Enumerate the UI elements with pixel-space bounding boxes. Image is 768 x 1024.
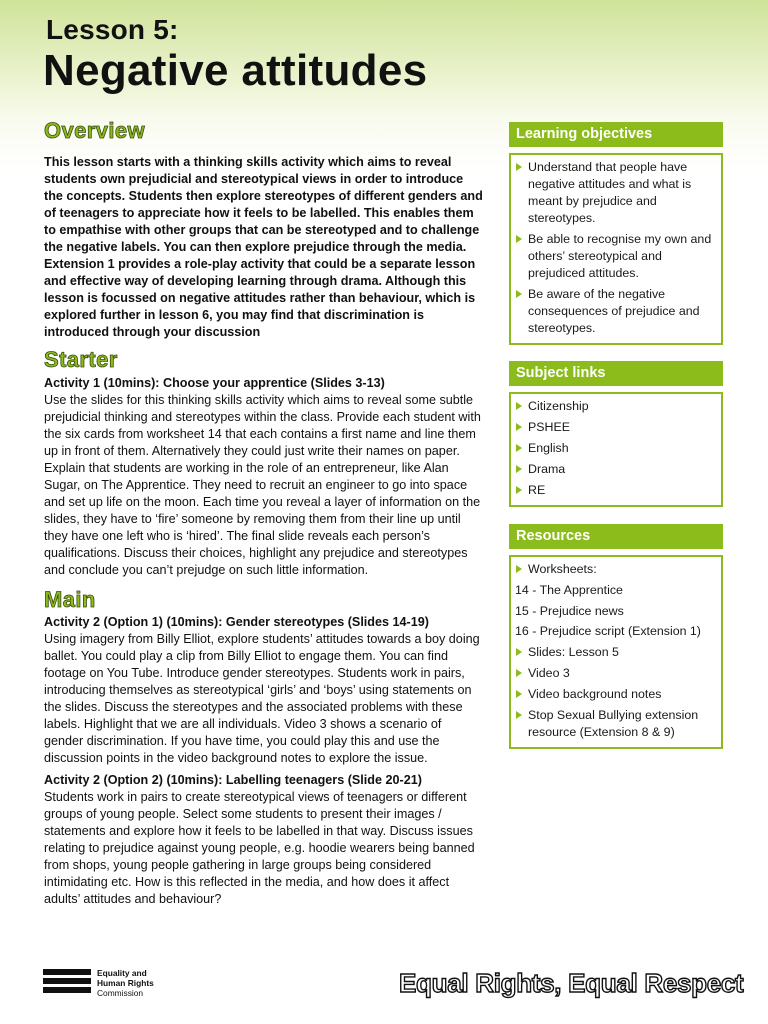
objectives-panel: [509, 122, 723, 345]
overview-text: This lesson starts with a thinking skills activity which aims to reveal students own prejudicial and stereotypical views in order to introduce the concepts. Students then explore stereotypes of different genders and of teenagers to appreciate how it feels to be labelled. This enables them to empathise with other groups that can be stereotyped and to challenge the negative labels. You can then explore prejudice through the media. Extension 1 provides a role-play activity that could be a separate lesson and effective way of developing learning through drama. Although this lesson is focussed on negative attitudes rather than behaviour, which is explored further in lesson 6, you may find that discrimination is introduced through your discussion: [44, 155, 483, 339]
objectives-heading: Learning objectives: [509, 122, 723, 147]
lesson-number: Lesson 5:: [46, 14, 179, 45]
resources-box: [509, 555, 723, 749]
bullet-triangle-icon: [516, 444, 522, 452]
list-item: [515, 461, 717, 478]
page-title: Negative attitudes: [43, 46, 428, 95]
main-column: [44, 118, 484, 908]
bullet-triangle-icon: [516, 423, 522, 431]
list-item: [515, 686, 717, 703]
list-item: [515, 665, 717, 682]
list-item: [515, 603, 717, 620]
starter-activity-title: Activity 1 (10mins): Choose your apprentice (Slides 3-13): [44, 376, 385, 390]
main-activity2-title: Activity 2 (Option 2) (10mins): Labelling teenagers (Slide 20-21): [44, 773, 422, 787]
bullet-triangle-icon: [516, 486, 522, 494]
subjects-heading: Subject links: [509, 361, 723, 386]
resources-heading: Resources: [509, 524, 723, 549]
main-activity2-text: Students work in pairs to create stereotypical views of teenagers or different groups of young people. Select some students to present their images / statements and explore how it feels to be labelled in that way. Discuss issues relating to prejudice against young people, e.g. hoodie wearers being banned from shops, young people gathering in large groups being considered intimidating etc. How is this reflected in the media, and how does it affect adults’ attitudes and behaviour?: [44, 790, 475, 906]
list-item: [515, 582, 717, 599]
resource-text: 14 - The Apprentice: [515, 583, 623, 597]
sidebar: [509, 122, 723, 749]
bullet-triangle-icon: [516, 163, 522, 171]
bullet-triangle-icon: [516, 711, 522, 719]
main-activity1-text: Using imagery from Billy Elliot, explore students’ attitudes towards a boy doing ballet. You could play a clip from Billy Elliot to engage them. You can find footage on You Tube. Introduce gender stereotypes. Students work in pairs, introducing themselves as stereotypical ‘girls’ and ‘boys’ using statements on the slides. Discuss the stereotypes and the associated problems with these labels. Highlight that we are all individuals. Video 3 shows a scenario of gender discrimination. If you have time, you could play this and use the discussion points in the video background notes to explore the issue.: [44, 632, 480, 765]
main-activity1-title: Activity 2 (Option 1) (10mins): Gender stereotypes (Slides 14-19): [44, 615, 429, 629]
bullet-triangle-icon: [516, 690, 522, 698]
resource-text: Worksheets:: [528, 562, 597, 576]
list-item: [515, 398, 717, 415]
footer-slogan: Equal Rights, Equal Respect: [399, 968, 744, 998]
logo-line: Human Rights: [97, 978, 154, 988]
list-item: [515, 561, 717, 578]
list-item: [515, 482, 717, 499]
list-item: [515, 707, 717, 741]
subject-text: Drama: [528, 462, 566, 476]
bullet-triangle-icon: [516, 290, 522, 298]
list-item: [515, 644, 717, 661]
resource-text: Stop Sexual Bullying extension resource (Extension 8 & 9): [528, 707, 699, 739]
resource-text: 15 - Prejudice news: [515, 603, 624, 618]
bullet-triangle-icon: [516, 565, 522, 573]
resources-panel: [509, 524, 723, 749]
subject-text: English: [528, 441, 569, 455]
objective-text: Be aware of the negative consequences of prejudice and stereotypes.: [528, 287, 700, 335]
logo-stripes-icon: [43, 969, 91, 996]
starter-activity-text: Use the slides for this thinking skills activity which aims to reveal some subtle prejudicial thinking and stereotypes within the class. Provide each student with the six cards from worksheet 14 that each contains a first name and line them up in front of them. Alternatively they could just write their names on paper. Explain that students are working in the role of an entrepreneur, like Alan Sugar, on The Apprentice. They need to recruit an engineer to go into space and set up life on the moon. Each time you reveal a layer of information on the slides, they have to ‘fire’ someone by removing them from their line up until they have one left who is ‘hired’. The final slide reveals each person’s qualifications. Discuss their choices, highlight any prejudice and stereotypes and conclude you can’t prejudge on such little information.: [44, 393, 481, 577]
bullet-triangle-icon: [516, 402, 522, 410]
resource-text: Slides: Lesson 5: [528, 644, 619, 659]
overview-heading: Overview: [44, 118, 146, 143]
subjects-box: [509, 392, 723, 507]
list-item: [515, 159, 717, 227]
list-item: [515, 623, 717, 640]
objective-text: Understand that people have negative attitudes and what is meant by prejudice and stereotypes.: [528, 160, 692, 225]
subject-text: RE: [528, 483, 546, 497]
bullet-triangle-icon: [516, 465, 522, 473]
list-item: [515, 286, 717, 337]
objective-text: Be able to recognise my own and others’ stereotypical and prejudiced attitudes.: [528, 232, 712, 280]
resource-text: 16 - Prejudice script (Extension 1): [515, 624, 701, 638]
bullet-triangle-icon: [516, 648, 522, 656]
logo-line: Commission: [97, 988, 144, 998]
subjects-panel: [509, 361, 723, 507]
objectives-box: [509, 153, 723, 345]
bullet-triangle-icon: [516, 235, 522, 243]
logo-text: [97, 968, 187, 998]
main-heading: Main: [44, 587, 96, 612]
subject-text: PSHEE: [528, 420, 571, 434]
logo-line: Equality and: [97, 968, 147, 978]
subject-text: Citizenship: [528, 399, 589, 413]
list-item: [515, 440, 717, 457]
bullet-triangle-icon: [516, 669, 522, 677]
list-item: [515, 231, 717, 282]
list-item: [515, 419, 717, 436]
resource-text: Video background notes: [528, 686, 662, 701]
starter-heading: Starter: [44, 347, 118, 372]
resource-text: Video 3: [528, 665, 570, 680]
